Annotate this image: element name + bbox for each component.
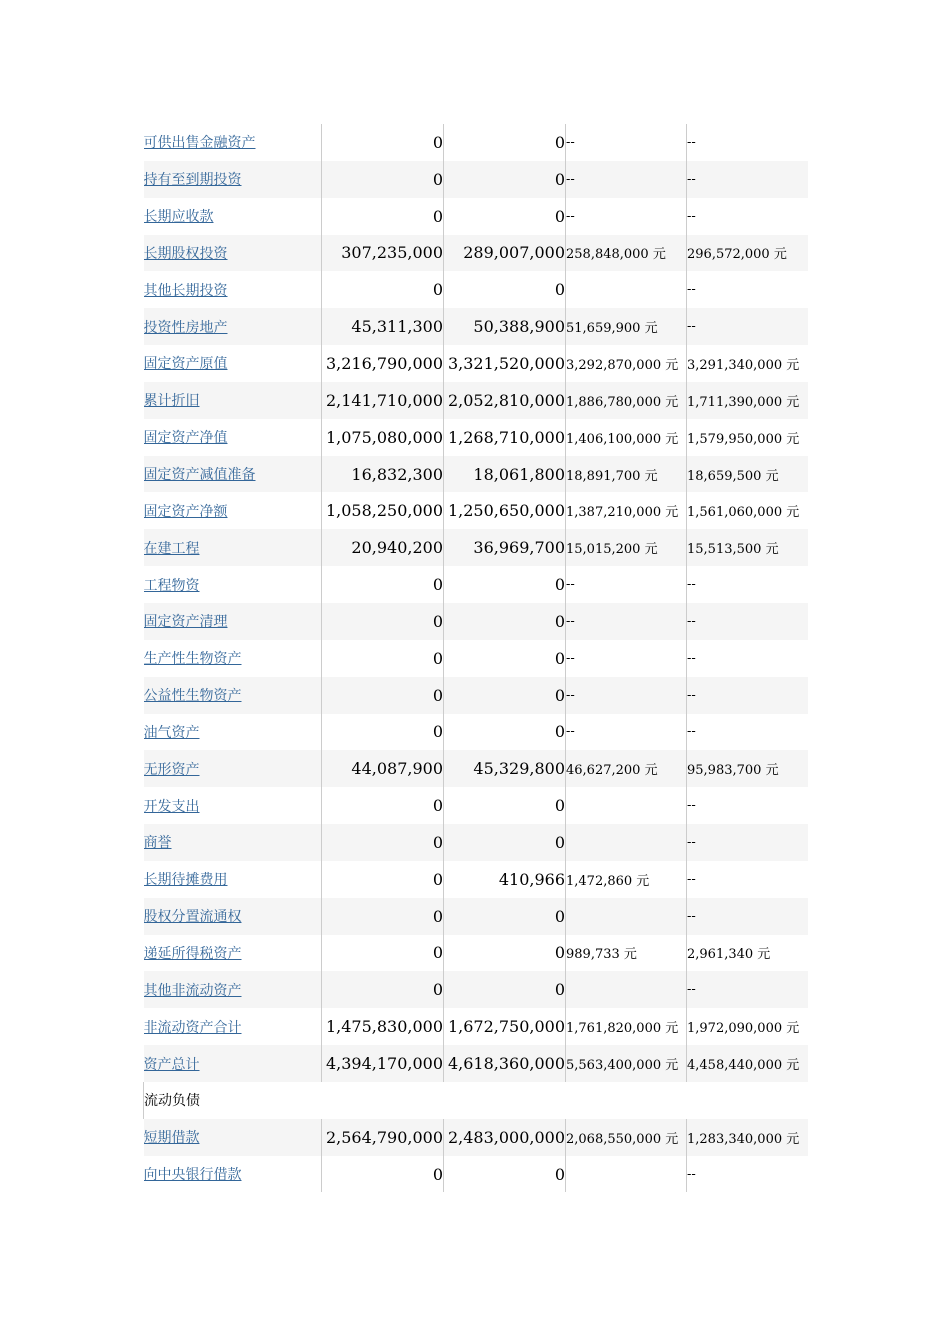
value-col-3: [566, 824, 687, 861]
value-col-2: 0: [444, 161, 566, 198]
section-header-group: [144, 1082, 808, 1119]
row-label-link[interactable]: 油气资产: [143, 724, 200, 741]
table-row: [144, 898, 808, 935]
value-col-2: 0: [444, 824, 566, 861]
row-label-cell: [144, 640, 322, 677]
value-col-2: 1,250,650,000: [444, 492, 566, 529]
table-row: [144, 271, 808, 308]
row-label-cell: [144, 308, 322, 345]
value-col-3: 1,472,860 元: [566, 861, 687, 898]
row-label-link[interactable]: 固定资产清理: [143, 614, 228, 631]
value-col-1: 16,832,300: [322, 456, 444, 493]
row-label-cell: [144, 824, 322, 861]
value-col-1: 0: [322, 603, 444, 640]
value-col-4: 95,983,700 元: [687, 750, 808, 787]
value-col-4: --: [687, 603, 808, 640]
row-label-link[interactable]: 递延所得税资产: [143, 945, 242, 962]
value-col-2: 0: [444, 971, 566, 1008]
value-col-2: 36,969,700: [444, 529, 566, 566]
value-col-1: 44,087,900: [322, 750, 444, 787]
table-row: [144, 161, 808, 198]
value-col-2: 4,618,360,000: [444, 1045, 566, 1082]
value-col-3: 51,659,900 元: [566, 308, 687, 345]
value-col-1: 0: [322, 824, 444, 861]
table-row: [144, 1008, 808, 1045]
value-col-2: 0: [444, 603, 566, 640]
row-label-cell: [144, 529, 322, 566]
value-col-2: 0: [444, 198, 566, 235]
table-row: [144, 603, 808, 640]
value-col-4: 2,961,340 元: [687, 935, 808, 972]
value-col-4: --: [687, 824, 808, 861]
row-label-link[interactable]: 长期股权投资: [143, 245, 228, 262]
value-col-4: 1,561,060,000 元: [687, 492, 808, 529]
value-col-2: 289,007,000: [444, 235, 566, 272]
value-col-2: 0: [444, 271, 566, 308]
row-label-link[interactable]: 开发支出: [143, 798, 200, 815]
value-col-2: 410,966: [444, 861, 566, 898]
value-col-3: --: [566, 566, 687, 603]
value-col-3: 989,733 元: [566, 935, 687, 972]
table-row: [144, 382, 808, 419]
row-label-cell: [144, 1156, 322, 1193]
table-row: [144, 1045, 808, 1082]
value-col-1: 2,141,710,000: [322, 382, 444, 419]
value-col-3: 18,891,700 元: [566, 456, 687, 493]
value-col-3: 1,761,820,000 元: [566, 1008, 687, 1045]
row-label-cell: [144, 971, 322, 1008]
value-col-1: 0: [322, 566, 444, 603]
value-col-2: 1,672,750,000: [444, 1008, 566, 1045]
value-col-2: 2,483,000,000: [444, 1119, 566, 1156]
value-col-4: --: [687, 677, 808, 714]
row-label-cell: [144, 787, 322, 824]
table-row: [144, 492, 808, 529]
value-col-2: 1,268,710,000: [444, 419, 566, 456]
value-col-1: 0: [322, 198, 444, 235]
value-col-3: 46,627,200 元: [566, 750, 687, 787]
table-row: [144, 1156, 808, 1193]
value-col-2: 0: [444, 714, 566, 751]
value-col-4: 1,972,090,000 元: [687, 1008, 808, 1045]
row-label-link[interactable]: 固定资产减值准备: [143, 467, 256, 484]
row-label-cell: [144, 677, 322, 714]
table-row: [144, 861, 808, 898]
value-col-3: --: [566, 640, 687, 677]
value-col-4: --: [687, 308, 808, 345]
row-label-link[interactable]: 非流动资产合计: [143, 1019, 242, 1036]
value-col-1: 0: [322, 677, 444, 714]
row-label-cell: [144, 198, 322, 235]
row-label-link[interactable]: 累计折旧: [143, 393, 200, 410]
value-col-3: 2,068,550,000 元: [566, 1119, 687, 1156]
row-label-link[interactable]: 无形资产: [143, 761, 200, 778]
value-col-1: 0: [322, 861, 444, 898]
row-label-link[interactable]: 公益性生物资产: [143, 688, 242, 705]
row-label-link[interactable]: 长期应收款: [143, 209, 214, 226]
table-row: [144, 677, 808, 714]
row-label-link[interactable]: 资产总计: [143, 1056, 200, 1073]
value-col-1: 1,075,080,000: [322, 419, 444, 456]
value-col-4: --: [687, 161, 808, 198]
value-col-1: 20,940,200: [322, 529, 444, 566]
row-label-link[interactable]: 持有至到期投资: [143, 172, 242, 189]
row-label-link[interactable]: 股权分置流通权: [143, 909, 242, 926]
value-col-1: 2,564,790,000: [322, 1119, 444, 1156]
value-col-2: 0: [444, 935, 566, 972]
table-row: [144, 640, 808, 677]
row-label-link[interactable]: 长期待摊费用: [143, 872, 228, 889]
row-label-cell: [144, 161, 322, 198]
value-col-3: [566, 787, 687, 824]
section-header-row: [144, 1082, 808, 1119]
balance-sheet-table: [143, 124, 808, 1192]
value-col-4: 296,572,000 元: [687, 235, 808, 272]
value-col-4: 1,579,950,000 元: [687, 419, 808, 456]
value-col-4: --: [687, 124, 808, 161]
row-label-cell: [144, 1008, 322, 1045]
value-col-2: 50,388,900: [444, 308, 566, 345]
value-col-3: 258,848,000 元: [566, 235, 687, 272]
table-row: [144, 750, 808, 787]
value-col-1: 1,058,250,000: [322, 492, 444, 529]
row-label-cell: [144, 1119, 322, 1156]
value-col-1: 45,311,300: [322, 308, 444, 345]
value-col-3: 1,406,100,000 元: [566, 419, 687, 456]
row-label-link[interactable]: 固定资产净额: [143, 503, 228, 520]
row-label-link[interactable]: 短期借款: [143, 1130, 200, 1147]
value-col-3: --: [566, 677, 687, 714]
table-row: [144, 308, 808, 345]
row-label-cell: [144, 271, 322, 308]
value-col-3: 15,015,200 元: [566, 529, 687, 566]
value-col-2: 2,052,810,000: [444, 382, 566, 419]
value-col-3: [566, 971, 687, 1008]
value-col-1: 307,235,000: [322, 235, 444, 272]
table-row: [144, 1119, 808, 1156]
row-label-link[interactable]: 可供出售金融资产: [143, 135, 256, 152]
row-label-link[interactable]: 固定资产原值: [143, 356, 228, 373]
row-label-link[interactable]: 工程物资: [143, 577, 200, 594]
row-label-link[interactable]: 其他非流动资产: [143, 982, 242, 999]
value-col-3: [566, 1156, 687, 1193]
row-label-link[interactable]: 向中央银行借款: [143, 1167, 242, 1184]
table-row: [144, 714, 808, 751]
value-col-4: --: [687, 566, 808, 603]
value-col-1: 0: [322, 787, 444, 824]
row-label-cell: [144, 750, 322, 787]
row-label-cell: [144, 345, 322, 382]
row-label-cell: [144, 603, 322, 640]
table-row: [144, 935, 808, 972]
value-col-4: --: [687, 714, 808, 751]
value-col-3: 1,387,210,000 元: [566, 492, 687, 529]
row-label-cell: [144, 1045, 322, 1082]
value-col-3: --: [566, 124, 687, 161]
value-col-3: 1,886,780,000 元: [566, 382, 687, 419]
value-col-1: 0: [322, 1156, 444, 1193]
row-label-cell: [144, 861, 322, 898]
row-label-cell: [144, 492, 322, 529]
value-col-1: 0: [322, 640, 444, 677]
assets-rows: [144, 124, 808, 1082]
table-row: [144, 529, 808, 566]
value-col-1: 3,216,790,000: [322, 345, 444, 382]
value-col-4: --: [687, 271, 808, 308]
value-col-1: 0: [322, 971, 444, 1008]
table-row: [144, 419, 808, 456]
row-label-cell: [144, 935, 322, 972]
value-col-4: --: [687, 198, 808, 235]
value-col-1: 0: [322, 898, 444, 935]
section-title: 流动负债: [144, 1082, 808, 1119]
row-label-link[interactable]: 其他长期投资: [143, 282, 228, 299]
value-col-4: --: [687, 787, 808, 824]
value-col-3: [566, 271, 687, 308]
value-col-2: 0: [444, 566, 566, 603]
value-col-3: --: [566, 714, 687, 751]
table-row: [144, 787, 808, 824]
row-label-link[interactable]: 在建工程: [143, 540, 200, 557]
value-col-4: 18,659,500 元: [687, 456, 808, 493]
table-row: [144, 124, 808, 161]
value-col-4: --: [687, 971, 808, 1008]
value-col-2: 0: [444, 898, 566, 935]
value-col-2: 0: [444, 124, 566, 161]
value-col-1: 0: [322, 935, 444, 972]
value-col-4: 1,283,340,000 元: [687, 1119, 808, 1156]
value-col-4: 3,291,340,000 元: [687, 345, 808, 382]
table-row: [144, 566, 808, 603]
value-col-3: --: [566, 198, 687, 235]
value-col-2: 0: [444, 640, 566, 677]
value-col-4: --: [687, 898, 808, 935]
row-label-cell: [144, 714, 322, 751]
row-label-cell: [144, 382, 322, 419]
value-col-4: --: [687, 640, 808, 677]
value-col-2: 18,061,800: [444, 456, 566, 493]
table-row: [144, 235, 808, 272]
value-col-4: 1,711,390,000 元: [687, 382, 808, 419]
value-col-2: 3,321,520,000: [444, 345, 566, 382]
value-col-4: --: [687, 861, 808, 898]
row-label-link[interactable]: 商誉: [143, 835, 172, 852]
value-col-3: --: [566, 603, 687, 640]
row-label-cell: [144, 456, 322, 493]
value-col-2: 0: [444, 1156, 566, 1193]
value-col-3: 5,563,400,000 元: [566, 1045, 687, 1082]
value-col-2: 0: [444, 677, 566, 714]
row-label-link[interactable]: 生产性生物资产: [143, 651, 242, 668]
value-col-3: --: [566, 161, 687, 198]
row-label-cell: [144, 124, 322, 161]
table-row: [144, 345, 808, 382]
liability-rows: [144, 1119, 808, 1193]
row-label-link[interactable]: 投资性房地产: [143, 319, 228, 336]
value-col-1: 0: [322, 124, 444, 161]
value-col-3: 3,292,870,000 元: [566, 345, 687, 382]
row-label-cell: [144, 235, 322, 272]
value-col-1: 0: [322, 714, 444, 751]
value-col-1: 0: [322, 161, 444, 198]
value-col-4: --: [687, 1156, 808, 1193]
value-col-1: 4,394,170,000: [322, 1045, 444, 1082]
value-col-3: [566, 898, 687, 935]
value-col-2: 45,329,800: [444, 750, 566, 787]
value-col-1: 0: [322, 271, 444, 308]
table-row: [144, 971, 808, 1008]
value-col-2: 0: [444, 787, 566, 824]
table-row: [144, 456, 808, 493]
value-col-1: 1,475,830,000: [322, 1008, 444, 1045]
row-label-link[interactable]: 固定资产净值: [143, 430, 228, 447]
row-label-cell: [144, 566, 322, 603]
value-col-4: 15,513,500 元: [687, 529, 808, 566]
row-label-cell: [144, 898, 322, 935]
table-row: [144, 198, 808, 235]
row-label-cell: [144, 419, 322, 456]
table-row: [144, 824, 808, 861]
value-col-4: 4,458,440,000 元: [687, 1045, 808, 1082]
